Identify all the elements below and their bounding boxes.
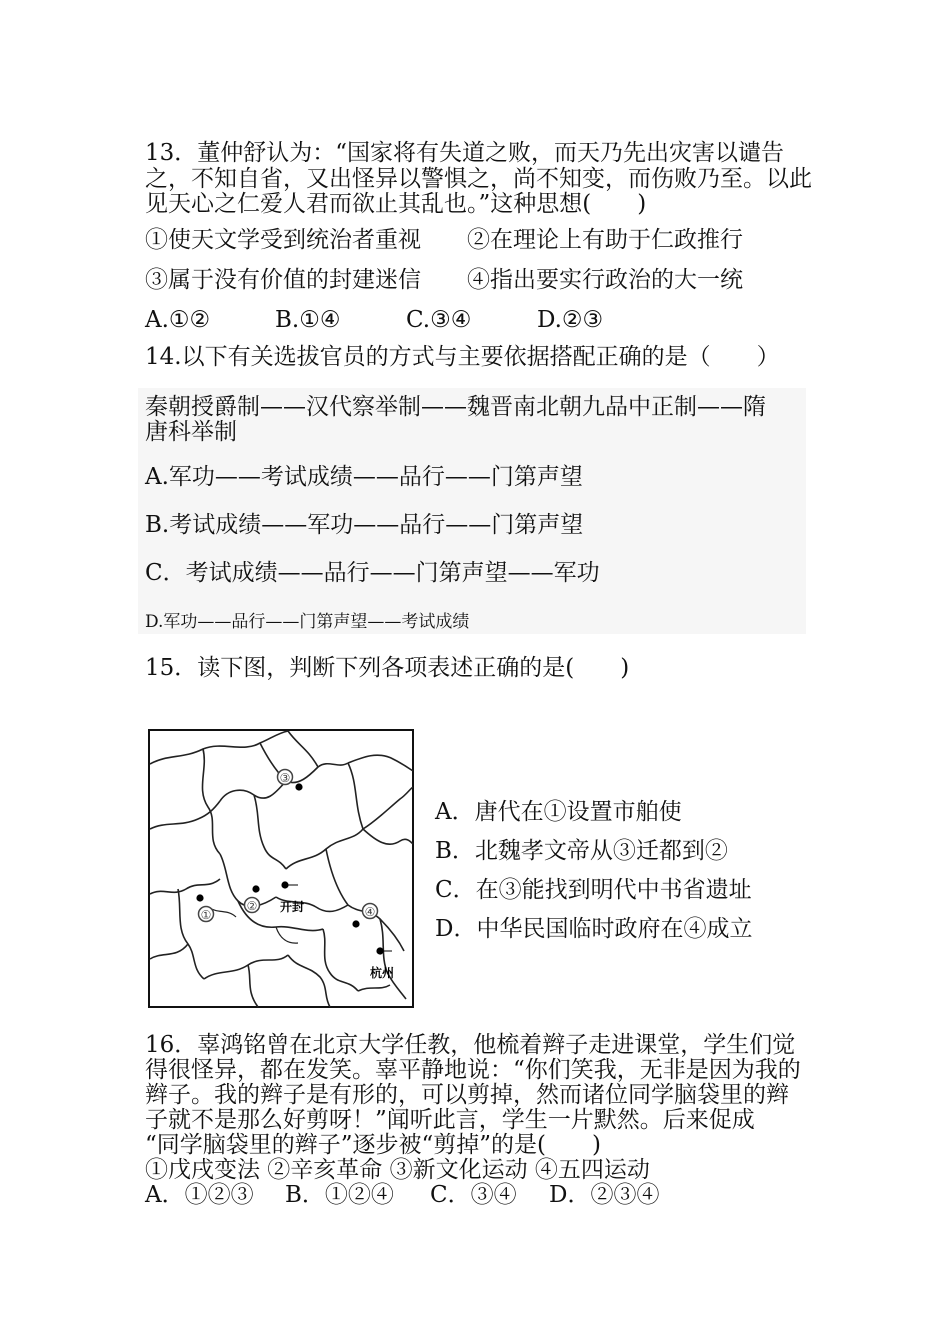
q15-map <box>148 729 414 1008</box>
q13-choice-d: D.②③ <box>537 307 604 333</box>
map-label-hangzhou: 杭州 <box>370 966 395 980</box>
map-label-kaifeng: 开封 <box>280 900 305 914</box>
q13-items-row-2: ③属于没有价值的封建迷信 ④指出要实行政治的大一统 <box>145 267 743 293</box>
map-marker-4: ④ <box>364 905 376 919</box>
q16-stem-line-4: 子就不是那么好剪呀！”闻听此言，学生一片默然。后来促成 <box>145 1107 755 1133</box>
q13-items-row-1: ①使天文学受到统治者重视 ②在理论上有助于仁政推行 <box>145 227 743 253</box>
q14-option-b: B.考试成绩——军功——品行——门第声望 <box>145 512 584 538</box>
map-marker-1: ① <box>200 908 212 922</box>
q15-option-d: D．中华民国临时政府在④成立 <box>435 916 753 942</box>
q13-stem-line-3: 见天心之仁爱人君而欲止其乱也。”这种思想( ) <box>145 191 647 217</box>
q16-stem-line-1: 16．辜鸿铭曾在北京大学任教，他梳着辫子走进课堂，学生们觉 <box>145 1032 796 1058</box>
q14-option-a: A.军功——考试成绩——品行——门第声望 <box>145 464 583 490</box>
map-marker-3: ③ <box>279 771 291 785</box>
q15-option-c: C．在③能找到明代中书省遗址 <box>435 877 752 903</box>
q13-choice-b: B.①④ <box>275 307 341 333</box>
q15-stem: 15．读下图，判断下列各项表述正确的是( ) <box>145 655 630 681</box>
q15-option-b: B．北魏孝文帝从③迁都到② <box>435 838 728 864</box>
q13-choice-c: C.③④ <box>406 307 472 333</box>
q16-choice-a: A．①②③ <box>145 1182 254 1208</box>
map-marker-2: ② <box>246 899 258 913</box>
q14-stem: 14.以下有关选拔官员的方式与主要依据搭配正确的是（ ） <box>145 344 780 370</box>
q16-stem-line-3: 辫子。我的辫子是有形的，可以剪掉，然而诸位同学脑袋里的辫 <box>145 1082 789 1108</box>
q16-choice-d: D．②③④ <box>549 1182 660 1208</box>
q15-option-a: A．唐代在①设置市舶使 <box>435 799 682 825</box>
q16-stem-line-5: “同学脑袋里的辫子”逐步被“剪掉”的是( ) <box>145 1132 601 1158</box>
q14-context-line-2: 唐科举制 <box>145 419 237 445</box>
q13-choice-a: A.①② <box>145 307 211 333</box>
q13-stem-line-1: 13．董仲舒认为：“国家将有失道之败，而天乃先出灾害以谴告 <box>145 140 785 166</box>
q14-context-line-1: 秦朝授爵制——汉代察举制——魏晋南北朝九品中正制——隋 <box>145 394 766 420</box>
q16-choice-b: B．①②④ <box>285 1182 394 1208</box>
q16-stem-line-2: 得很怪异，都在发笑。辜平静地说：“你们笑我，无非是因为我的 <box>145 1057 801 1083</box>
q14-option-c: C．考试成绩——品行——门第声望——军功 <box>145 560 600 586</box>
q16-items: ①戊戌变法 ②辛亥革命 ③新文化运动 ④五四运动 <box>145 1157 650 1183</box>
q14-option-d: D.军功——品行——门第声望——考试成绩 <box>145 612 470 632</box>
q16-choice-c: C．③④ <box>430 1182 517 1208</box>
q14-options-panel <box>138 388 806 634</box>
q13-stem-line-2: 之，不知自省，又出怪异以警惧之，尚不知变，而伤败乃至。以此 <box>145 166 812 192</box>
